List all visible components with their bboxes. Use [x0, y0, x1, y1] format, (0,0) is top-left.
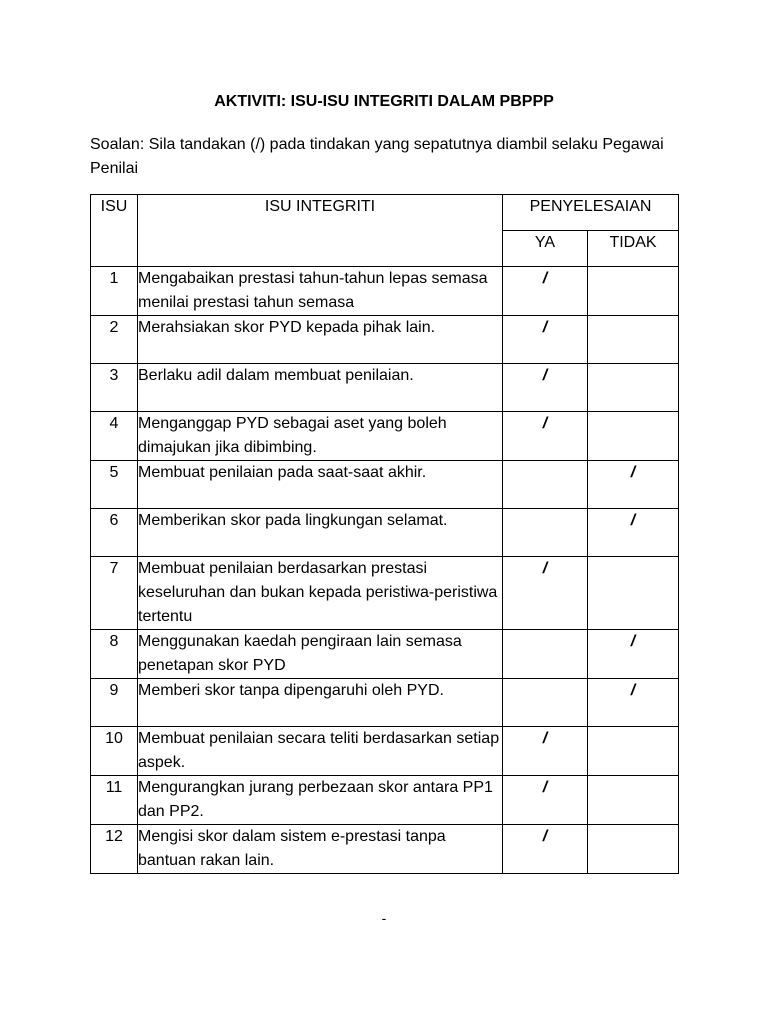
row-issue: Membuat penilaian pada saat-saat akhir.: [138, 461, 503, 509]
header-tidak: TIDAK: [588, 231, 679, 267]
row-number: 3: [91, 364, 138, 412]
row-ya-mark: /: [503, 316, 588, 364]
row-issue: Berlaku adil dalam membuat penilaian.: [138, 364, 503, 412]
row-tidak-mark: [588, 267, 679, 316]
page-footer-mark: -: [381, 910, 387, 926]
row-ya-mark: [503, 630, 588, 679]
row-number: 5: [91, 461, 138, 509]
row-number: 10: [91, 727, 138, 776]
row-issue: Mengurangkan jurang perbezaan skor antara PP1 dan PP2.: [138, 776, 503, 825]
row-number: 11: [91, 776, 138, 825]
row-ya-mark: /: [503, 267, 588, 316]
row-ya-mark: /: [503, 412, 588, 461]
row-number: 6: [91, 509, 138, 557]
row-number: 1: [91, 267, 138, 316]
row-issue: Memberikan skor pada lingkungan selamat.: [138, 509, 503, 557]
header-isu: ISU: [91, 195, 138, 267]
row-ya-mark: [503, 679, 588, 727]
row-number: 4: [91, 412, 138, 461]
row-number: 8: [91, 630, 138, 679]
row-ya-mark: /: [503, 557, 588, 630]
row-tidak-mark: /: [588, 679, 679, 727]
row-issue: Membuat penilaian berdasarkan prestasi keseluruhan dan bukan kepada peristiwa-peristiwa tertentu: [138, 557, 503, 630]
header-isu-integriti: ISU INTEGRITI: [138, 195, 503, 267]
table-row: [91, 412, 679, 461]
document-title: AKTIVITI: ISU-ISU INTEGRITI DALAM PBPPP: [214, 93, 554, 110]
row-tidak-mark: /: [588, 509, 679, 557]
row-tidak-mark: [588, 727, 679, 776]
row-issue: Memberi skor tanpa dipengaruhi oleh PYD.: [138, 679, 503, 727]
row-ya-mark: /: [503, 727, 588, 776]
row-tidak-mark: [588, 557, 679, 630]
row-tidak-mark: [588, 825, 679, 874]
row-ya-mark: [503, 509, 588, 557]
table-row: [91, 461, 679, 509]
row-tidak-mark: /: [588, 461, 679, 509]
row-tidak-mark: /: [588, 630, 679, 679]
row-tidak-mark: [588, 316, 679, 364]
row-issue: Menganggap PYD sebagai aset yang boleh dimajukan jika dibimbing.: [138, 412, 503, 461]
table-row: [91, 727, 679, 776]
row-issue: Mengabaikan prestasi tahun-tahun lepas semasa menilai prestasi tahun semasa: [138, 267, 503, 316]
integrity-table: [90, 194, 679, 874]
question-text: Soalan: Sila tandakan (/) pada tindakan yang sepatutnya diambil selaku Pegawai Penilai: [90, 136, 664, 177]
row-tidak-mark: [588, 776, 679, 825]
row-number: 7: [91, 557, 138, 630]
header-penyelesaian: PENYELESAIAN: [503, 195, 679, 231]
table-row: [91, 364, 679, 412]
table-row: [91, 509, 679, 557]
row-ya-mark: /: [503, 776, 588, 825]
row-issue: Menggunakan kaedah pengiraan lain semasa penetapan skor PYD: [138, 630, 503, 679]
table-row: [91, 316, 679, 364]
table-row: [91, 679, 679, 727]
row-number: 12: [91, 825, 138, 874]
row-number: 2: [91, 316, 138, 364]
row-ya-mark: /: [503, 825, 588, 874]
table-row: [91, 630, 679, 679]
row-tidak-mark: [588, 412, 679, 461]
row-issue: Membuat penilaian secara teliti berdasarkan setiap aspek.: [138, 727, 503, 776]
table-row: [91, 267, 679, 316]
row-ya-mark: /: [503, 364, 588, 412]
table-row: [91, 776, 679, 825]
row-issue: Mengisi skor dalam sistem e-prestasi tanpa bantuan rakan lain.: [138, 825, 503, 874]
row-tidak-mark: [588, 364, 679, 412]
table-row: [91, 557, 679, 630]
table-row: [91, 825, 679, 874]
header-ya: YA: [503, 231, 588, 267]
row-number: 9: [91, 679, 138, 727]
row-issue: Merahsiakan skor PYD kepada pihak lain.: [138, 316, 503, 364]
table-header-row: [91, 195, 679, 231]
row-ya-mark: [503, 461, 588, 509]
